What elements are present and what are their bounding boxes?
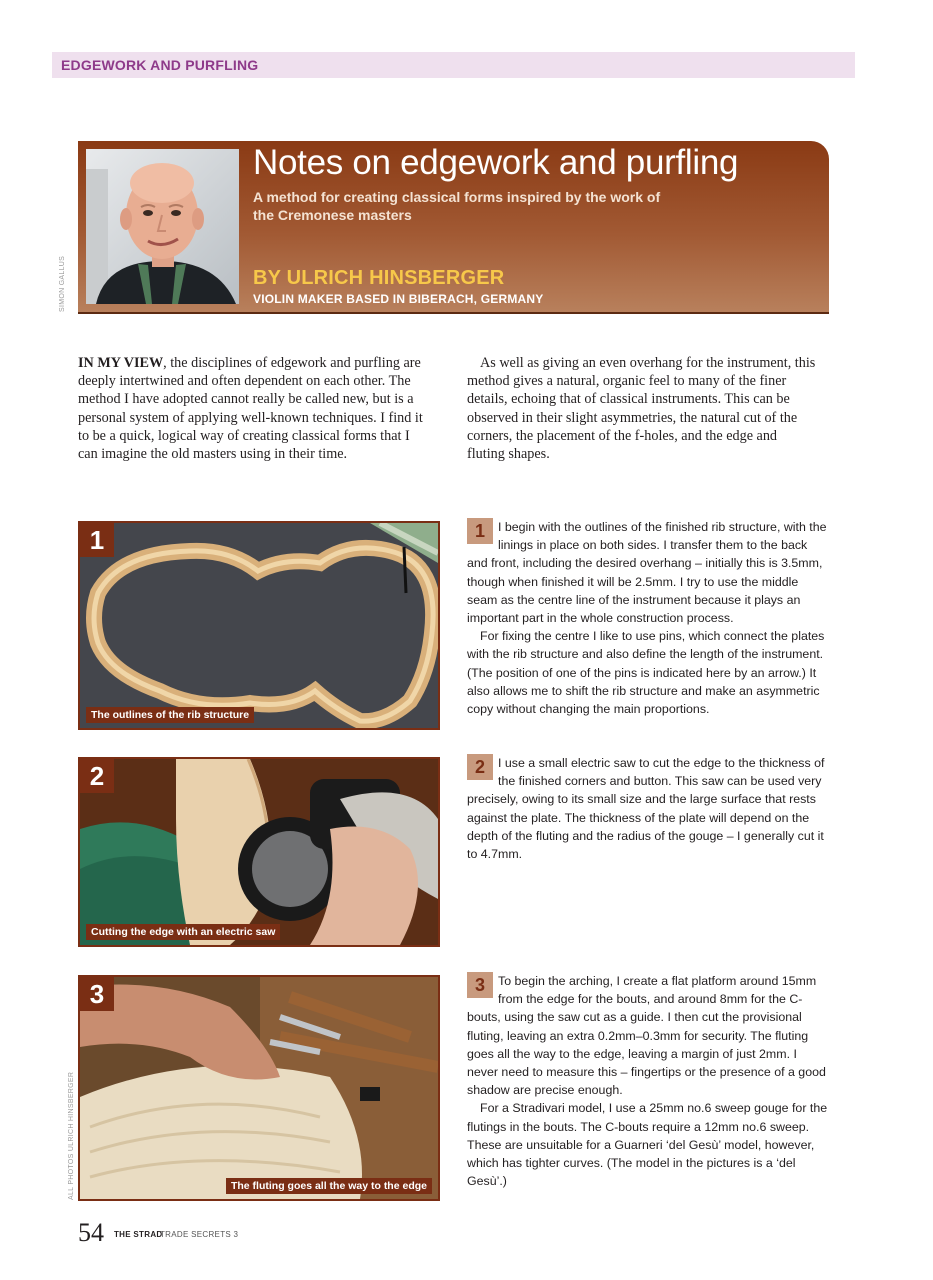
section-bar [52, 52, 855, 78]
publication-name: THE STRAD [114, 1230, 163, 1239]
step-2-text [467, 754, 829, 863]
author-portrait [86, 149, 239, 304]
intro-lead-in: IN MY VIEW [78, 355, 164, 371]
intro-right-column: As well as giving an even overhang for the instrument, this method gives a natural, organic feel to many of the finer details, echoing that of classical instruments. This can be observed in their slight asymmetries, the natural cut of the corners, the placement of the f-holes, and the edge and fluting shapes. [467, 355, 816, 463]
step-2-paragraph-1: I use a small electric saw to cut the edge to the thickness of the finished corners and button. This saw can be used very precisely, owing to its small size and the large surface that rests against the plate. The thickness of the plate will depend on the depth of the fluting and the radius of the gouge – I generally cut it to 4.7mm. [467, 756, 825, 862]
section-label: EDGEWORK AND PURFLING [61, 57, 259, 73]
article-title: Notes on edgework and purfling [253, 143, 739, 182]
step-1-text [467, 518, 829, 718]
issue-name: TRADE SECRETS 3 [160, 1230, 239, 1239]
step-2-caption: Cutting the edge with an electric saw [86, 924, 280, 940]
author-byline: BY ULRICH HINSBERGER [253, 267, 505, 289]
step-3-text [467, 972, 829, 1190]
portrait-credit: SIMON GALLUS [59, 255, 66, 312]
intro-left-column [78, 354, 428, 463]
step-1-number: 1 [467, 518, 493, 544]
article-header [78, 141, 829, 314]
author-role: VIOLIN MAKER BASED IN BIBERACH, GERMANY [253, 292, 544, 306]
step-3-caption: The fluting goes all the way to the edge [226, 1178, 432, 1194]
step-3-paragraph-1: To begin the arching, I create a flat platform around 15mm from the edge for the bouts, and around 8mm for the C-bouts, using the saw cut as a guide. I then cut the provisional fluting, leaving an extra 0.2mm–0.3mm for security. The fluting goes all the way to the edge, leaving a margin of just 2mm. I never need to measure this – fingertips or the presence of a good shadow are precise enough. [467, 974, 826, 1098]
step-2-photo [78, 757, 440, 947]
step-3-number: 3 [467, 972, 493, 998]
step-2-number: 2 [467, 754, 493, 780]
article-standfirst: A method for creating classical forms inspired by the work of the Cremonese masters [253, 189, 661, 223]
photos-credit: ALL PHOTOS ULRICH HINSBERGER [68, 1071, 75, 1200]
step-1-caption: The outlines of the rib structure [86, 707, 254, 723]
step-3-number-badge: 3 [80, 977, 114, 1011]
step-1-paragraph-2: For fixing the centre I like to use pins, which connect the plates with the rib structure and also define the length of the instrument. (The position of one of the pins is indicated here by an arrow.) It also allows me to shift the rib structure and make an asymmetric copy without changing the main proportions. [467, 629, 825, 717]
step-1-paragraph-1: I begin with the outlines of the finished rib structure, with the linings in place on both sides. I transfer them to the back and front, including the desired overhang – initially this is 3.5mm, though when finished it will be 2.5mm. I try to use the middle seam as the centre line of the instrument because it plays an important part in the whole construction process. [467, 520, 827, 626]
intro-left-text: , the disciplines of edgework and purfling are deeply intertwined and often dependent on each other. The method I have adopted cannot really be called new, but is a personal system of applying well-known techniques. I find it to be a quick, logical way of creating classical forms that I can imagine the old masters using in their time. [78, 355, 423, 463]
step-3-photo [78, 975, 440, 1201]
page-number: 54 [78, 1218, 104, 1247]
step-1-photo [78, 521, 440, 730]
step-1-number-badge: 1 [80, 523, 114, 557]
step-2-number-badge: 2 [80, 759, 114, 793]
step-3-paragraph-2: For a Stradivari model, I use a 25mm no.6 sweep gouge for the flutings in the bouts. The C-bouts require a 12mm no.6 sweep. These are unsuitable for a Guarneri ‘del Gesù’ model, however, which has tighter curves. (The model in the pictures is a ‘del Gesù’.) [467, 1101, 828, 1189]
